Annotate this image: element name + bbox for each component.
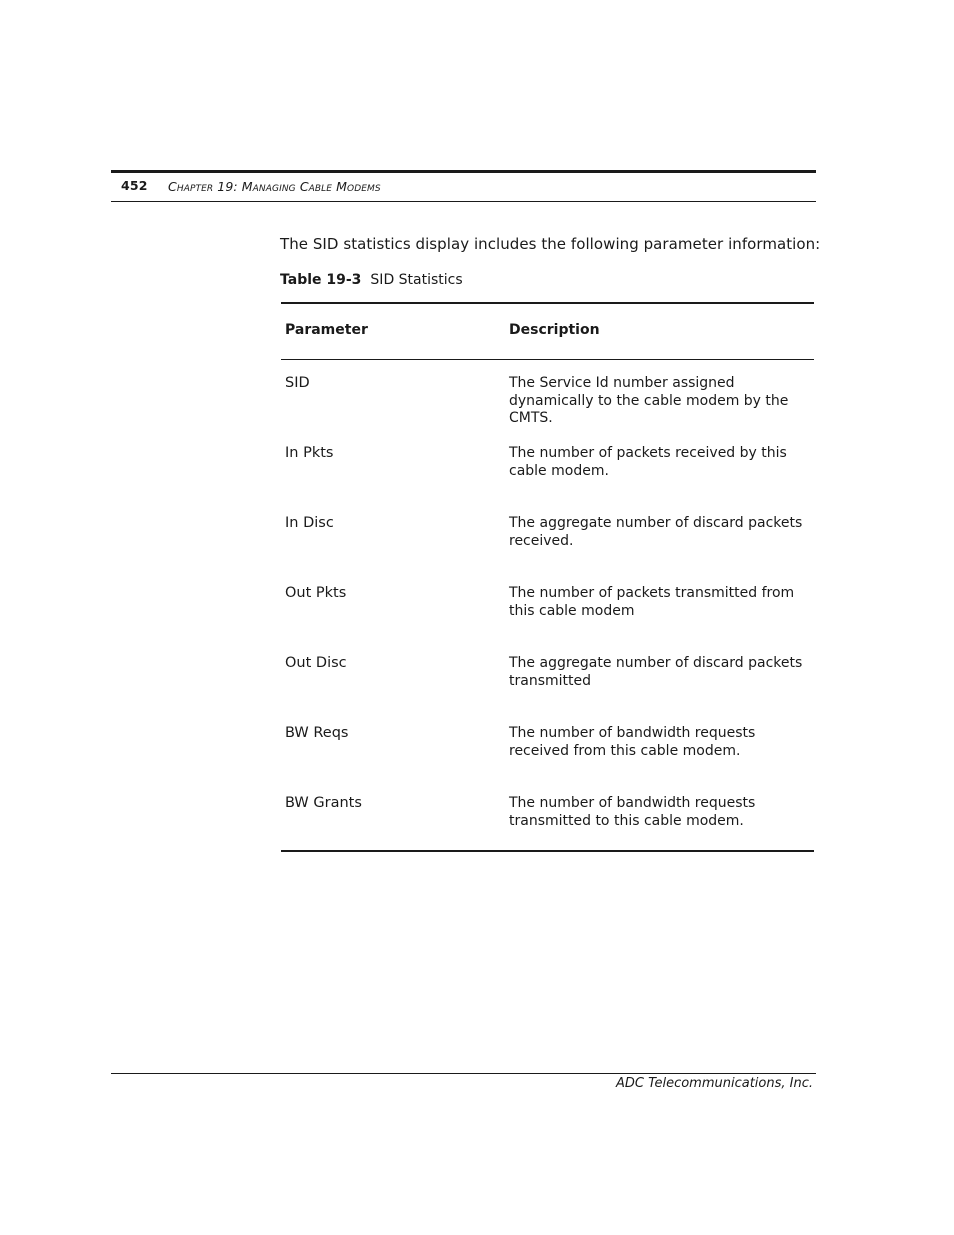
parameter-cell: BW Reqs — [285, 725, 349, 741]
header-top-rule — [111, 170, 816, 173]
parameter-cell: Out Disc — [285, 655, 347, 671]
parameter-cell: In Disc — [285, 515, 334, 531]
description-cell: The number of packets transmitted from this cable modem — [509, 585, 795, 619]
table-row — [281, 795, 814, 865]
parameter-cell: Out Pkts — [285, 585, 347, 601]
table-row — [281, 725, 814, 795]
table-row — [281, 515, 814, 585]
description-cell: The Service Id number assigned dynamically to the cable modem by the CMTS. — [509, 375, 789, 426]
table-caption-title: SID Statistics — [370, 272, 463, 288]
parameter-cell: BW Grants — [285, 795, 362, 811]
table-top-rule — [281, 302, 814, 304]
chapter-title: Chapter 19: Managing Cable Modems — [168, 179, 381, 194]
table-row — [281, 375, 814, 445]
description-cell: The aggregate number of discard packets received. — [509, 515, 803, 549]
column-header-description: Description — [509, 322, 600, 338]
description-cell: The number of bandwidth requests received from this cable modem. — [509, 725, 756, 759]
parameter-cell: In Pkts — [285, 445, 334, 461]
footer-rule — [111, 1073, 816, 1074]
table-caption-number: Table 19-3 — [280, 272, 362, 288]
table-row — [281, 585, 814, 655]
table-row — [281, 655, 814, 725]
intro-paragraph: The SID statistics display includes the following parameter information: — [280, 235, 821, 253]
description-cell: The number of bandwidth requests transmitted to this cable modem. — [509, 795, 756, 829]
column-header-parameter: Parameter — [285, 322, 368, 338]
table-header-rule — [281, 359, 814, 360]
footer-publisher: ADC Telecommunications, Inc. — [616, 1076, 813, 1091]
header-bottom-rule — [111, 201, 816, 202]
table-caption — [280, 272, 463, 288]
parameter-cell: SID — [285, 375, 310, 391]
table-bottom-rule — [281, 850, 814, 852]
description-cell: The number of packets received by this cable modem. — [509, 445, 787, 479]
page-number: 452 — [121, 178, 148, 193]
table-row — [281, 445, 814, 515]
description-cell: The aggregate number of discard packets transmitted — [509, 655, 803, 689]
